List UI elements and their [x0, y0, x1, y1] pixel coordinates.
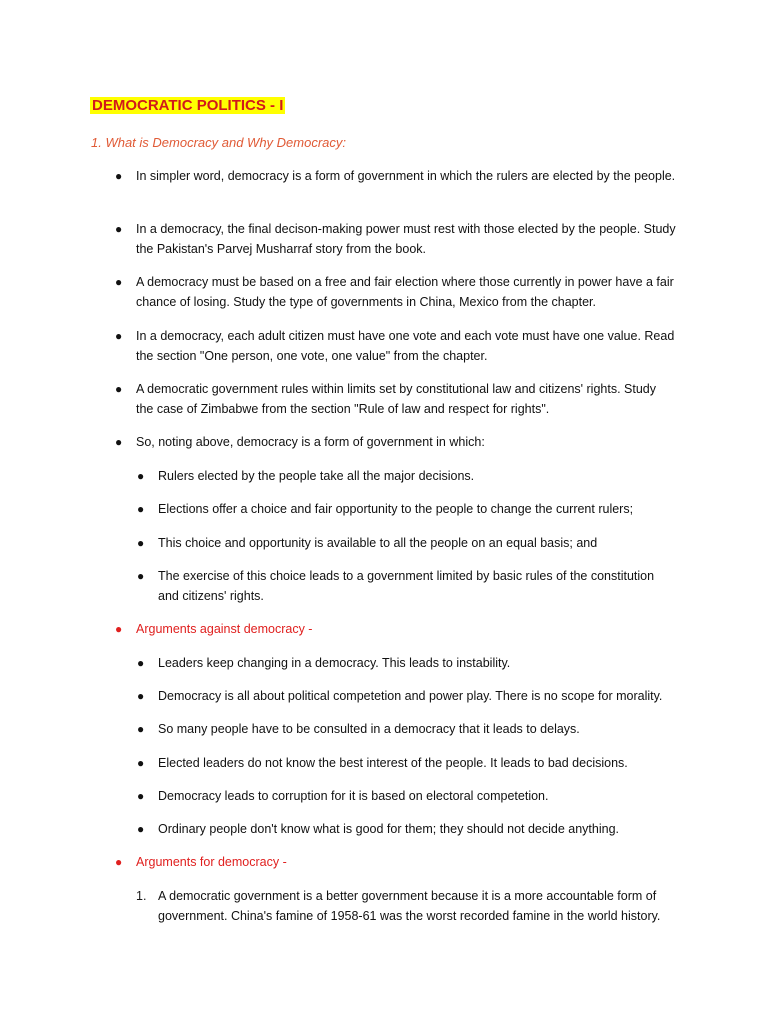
list-item: A democracy must be based on a free and fair election where those currently in power have a fair chance of losing. Study the type of governments in China, Mexico from the chapter.: [136, 275, 674, 309]
bullet-dot: ●: [137, 656, 145, 670]
list-item: In simpler word, democracy is a form of government in which the rulers are elected by the people.: [136, 169, 676, 183]
bullet-dot: ●: [137, 689, 145, 703]
against-item: So many people have to be consulted in a democracy that it leads to delays.: [158, 722, 580, 736]
against-item: Elected leaders do not know the best interest of the people. It leads to bad decisions.: [158, 756, 628, 770]
arguments-against-heading: Arguments against democracy -: [136, 622, 313, 636]
list-item: So, noting above, democracy is a form of government in which:: [136, 435, 485, 449]
list-item: A democratic government rules within limits set by constitutional law and citizens' rights. Study the case of Zimbabwe from the section "Rule of law and respect for rights".: [136, 382, 656, 416]
bullet-dot: ●: [137, 756, 145, 770]
title-numeral: I: [279, 97, 284, 114]
against-item: Democracy leads to corruption for it is based on electoral competetion.: [158, 789, 549, 803]
bullet-dot: ●: [137, 789, 145, 803]
title-dash: -: [265, 97, 280, 114]
bullet-dot: ●: [137, 502, 145, 516]
bullet-dot: ●: [115, 275, 123, 289]
against-item: Leaders keep changing in a democracy. This leads to instability.: [158, 656, 511, 670]
bullet-dot: ●: [137, 569, 145, 583]
list-item: In a democracy, the final decison-making power must rest with those elected by the people. Study the Pakistan's Parvej Musharraf story from the book.: [136, 222, 676, 256]
page-title: [90, 96, 285, 116]
section-heading: 1. What is Democracy and Why Democracy:: [91, 135, 347, 150]
sub-list-item: Elections offer a choice and fair opportunity to the people to change the current rulers;: [158, 502, 634, 516]
title-main: DEMOCRATIC POLITICS: [92, 97, 266, 114]
bullet-dot: ●: [115, 329, 123, 343]
bullet-dot: ●: [137, 822, 145, 836]
against-item: Ordinary people don't know what is good for them; they should not decide anything.: [158, 822, 620, 836]
sub-list-item: The exercise of this choice leads to a government limited by basic rules of the constitution and citizens' rights.: [158, 569, 655, 603]
bullet-dot: ●: [137, 722, 145, 736]
arguments-for-heading: Arguments for democracy -: [136, 855, 287, 869]
against-item: Democracy is all about political competetion and power play. There is no scope for morality.: [158, 689, 663, 703]
sub-list-item: This choice and opportunity is available to all the people on an equal basis; and: [158, 536, 598, 550]
bullet-dot: ●: [115, 382, 123, 396]
bullet-dot: ●: [115, 855, 123, 869]
bullet-dot: ●: [115, 622, 123, 636]
bullet-dot: ●: [137, 469, 145, 483]
bullet-dot: ●: [137, 536, 145, 550]
bullet-dot: ●: [115, 435, 123, 449]
sub-list-item: Rulers elected by the people take all the major decisions.: [158, 469, 475, 483]
bullet-dot: ●: [115, 169, 123, 183]
list-item: In a democracy, each adult citizen must have one vote and each vote must have one value. Read the section "One person, one vote, one value" from the chapter.: [136, 329, 675, 363]
list-number: 1.: [136, 889, 147, 903]
for-item: A democratic government is a better government because it is a more accountable form of government. China's famine of 1958-61 was the worst recorded famine in the world history.: [158, 889, 661, 923]
bullet-dot: ●: [115, 222, 123, 236]
